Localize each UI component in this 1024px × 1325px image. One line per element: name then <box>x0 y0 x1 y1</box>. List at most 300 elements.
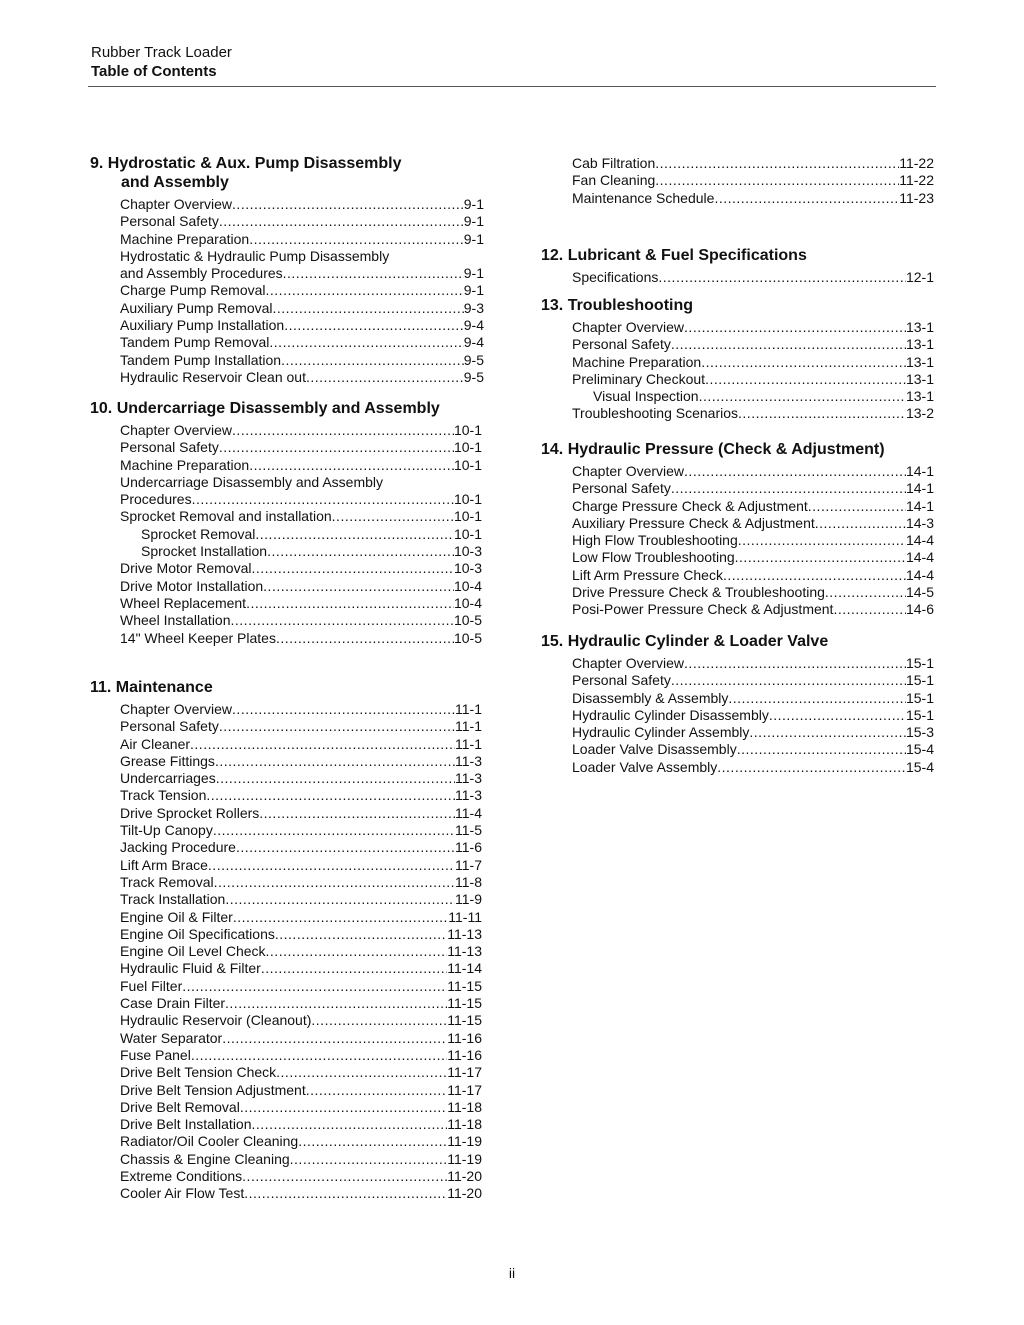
toc-entry-label: Specifications <box>572 269 659 285</box>
dot-leader <box>244 1185 447 1202</box>
toc-entry-page: 15-1 <box>905 689 934 706</box>
toc-entry-high-flow-troubleshooting[interactable] <box>572 532 934 549</box>
toc-entry-label: Personal Safety <box>120 213 219 230</box>
dot-leader <box>219 213 464 230</box>
toc-entry-sprocket-installation[interactable] <box>120 543 482 560</box>
dot-leader <box>259 805 455 822</box>
dot-leader <box>236 839 455 856</box>
toc-entry-label: Chapter Overview <box>120 422 233 438</box>
toc-entry-chapter-overview[interactable] <box>572 463 934 480</box>
dot-leader <box>658 269 906 286</box>
dot-leader <box>684 319 906 336</box>
toc-entry-chapter-overview[interactable] <box>120 701 482 718</box>
toc-entry-radiator-oil-cooler-cleaning[interactable] <box>120 1133 482 1150</box>
toc-entry-jacking-procedure[interactable] <box>120 839 482 856</box>
toc-entry-page: 14-1 <box>905 480 934 497</box>
dot-leader <box>723 567 906 584</box>
toc-entry-page: 11-3 <box>455 787 482 804</box>
toc-entry-list <box>120 422 482 647</box>
toc-section <box>90 399 482 647</box>
toc-entry-page: 9-1 <box>463 265 484 282</box>
dot-leader <box>735 549 906 566</box>
toc-entry-grease-fittings[interactable] <box>120 753 482 770</box>
toc-entry-page: 14-1 <box>905 463 934 479</box>
toc-entry-page: 9-1 <box>463 282 484 299</box>
dot-leader <box>214 874 455 891</box>
toc-entry-page: 10-5 <box>453 629 482 646</box>
toc-entry-page: 10-1 <box>453 456 482 473</box>
section-heading-text: 14. Hydraulic Pressure (Check & Adjustment) <box>541 441 885 458</box>
toc-entry-label: Wheel Replacement <box>120 594 247 611</box>
toc-entry-label: Posi-Power Pressure Check & Adjustment <box>572 601 834 618</box>
toc-entry-page: 9-4 <box>463 317 484 334</box>
toc-entry-low-flow-troubleshooting[interactable] <box>572 549 934 566</box>
toc-entry-chapter-overview[interactable] <box>120 196 484 213</box>
toc-entry-label: Track Removal <box>120 873 214 890</box>
toc-entry-cooler-air-flow-test[interactable] <box>120 1185 482 1202</box>
dot-leader <box>263 578 454 595</box>
dot-leader <box>728 690 906 707</box>
toc-entry-list <box>572 655 934 776</box>
dot-leader <box>232 701 455 718</box>
toc-entry-page: 13-1 <box>905 353 934 370</box>
dot-leader <box>276 630 454 647</box>
toc-entry-page: 13-1 <box>905 388 934 405</box>
toc-entry-drive-belt-removal[interactable] <box>120 1099 482 1116</box>
toc-entry-label: Low Flow Troubleshooting <box>572 549 735 566</box>
toc-entry-case-drain-filter[interactable] <box>120 995 482 1012</box>
toc-entry-label: Cab Filtration <box>572 155 656 171</box>
toc-entry-drive-motor-installation[interactable] <box>120 578 482 595</box>
toc-entry-label: 14" Wheel Keeper Plates <box>120 629 276 646</box>
toc-entry-label: Loader Valve Disassembly <box>572 741 737 758</box>
dot-leader <box>213 822 455 839</box>
toc-entry-page: 9-4 <box>463 334 484 351</box>
toc-entry-page: 15-4 <box>905 741 934 758</box>
dot-leader <box>655 172 899 189</box>
toc-entry-fuse-panel[interactable] <box>120 1047 482 1064</box>
toc-entry-water-separator[interactable] <box>120 1030 482 1047</box>
toc-entry-tilt-up-canopy[interactable] <box>120 822 482 839</box>
toc-entry-page: 10-3 <box>453 560 482 577</box>
toc-section <box>541 296 935 423</box>
document-title: Rubber Track Loader <box>91 44 232 61</box>
toc-section <box>90 154 482 386</box>
toc-entry-page: 11-17 <box>447 1081 482 1098</box>
toc-entry-page: 12-1 <box>905 269 934 285</box>
dot-leader <box>255 526 454 543</box>
toc-entry-page: 11-13 <box>447 925 482 942</box>
toc-entry-label: Engine Oil & Filter <box>120 908 233 925</box>
toc-entry-label: Jacking Procedure <box>120 839 236 856</box>
toc-section <box>90 678 482 1203</box>
toc-entry-label: Charge Pump Removal <box>120 282 266 299</box>
section-heading-continuation: and Assembly <box>121 174 229 191</box>
dot-leader <box>232 422 454 439</box>
toc-entry-fuel-filter[interactable] <box>120 978 482 995</box>
toc-entry-label: Loader Valve Assembly <box>572 758 718 775</box>
dot-leader <box>242 1168 447 1185</box>
toc-entry-track-removal[interactable] <box>120 874 482 891</box>
toc-entry-label: Chapter Overview <box>120 701 233 717</box>
toc-entry-label: Fuse Panel <box>120 1046 191 1063</box>
dot-leader <box>701 354 906 371</box>
toc-entry-page: 15-4 <box>905 758 934 775</box>
section-heading <box>90 678 482 697</box>
toc-entry-label: Engine Oil Specifications <box>120 925 275 942</box>
toc-entry-sprocket-removal-and-installation[interactable] <box>120 508 482 525</box>
toc-entry-page: 14-1 <box>905 497 934 514</box>
toc-entry-maintenance-schedule[interactable] <box>572 190 934 207</box>
toc-entry-page: 14-4 <box>905 532 934 549</box>
toc-entry-page: 10-1 <box>453 508 482 525</box>
toc-entry-label: Disassembly & Assembly <box>572 689 729 706</box>
toc-entry-charge-pump-removal[interactable] <box>120 282 484 299</box>
toc-entry-auxiliary-pressure-check-adjustment[interactable] <box>572 515 934 532</box>
toc-entry-and-assembly-procedures[interactable] <box>120 265 484 282</box>
dot-leader <box>671 672 906 689</box>
toc-entry-page: 11-4 <box>455 804 482 821</box>
toc-entry-hydraulic-fluid-filter[interactable] <box>120 960 482 977</box>
toc-entry-label: Extreme Conditions <box>120 1168 243 1185</box>
toc-entry-page: 14-5 <box>905 584 934 601</box>
toc-entry-label: Preliminary Checkout <box>572 370 706 387</box>
toc-entry-page: 11-1 <box>455 718 482 735</box>
toc-entry-engine-oil-level-check[interactable] <box>120 943 482 960</box>
toc-entry-label: Machine Preparation <box>120 456 250 473</box>
dot-leader <box>249 457 454 474</box>
toc-entry-personal-safety[interactable] <box>572 480 934 497</box>
dot-leader <box>192 491 454 508</box>
toc-entry-visual-inspection[interactable] <box>572 388 934 405</box>
toc-entry-page: 13-1 <box>905 319 934 335</box>
toc-entry-personal-safety[interactable] <box>572 672 934 689</box>
dot-leader <box>671 336 906 353</box>
toc-entry-wheel-installation[interactable] <box>120 612 482 629</box>
toc-entry-page: 11-7 <box>455 856 482 873</box>
toc-entry-auxiliary-pump-removal[interactable] <box>120 300 484 317</box>
toc-entry-page: 11-14 <box>447 960 482 977</box>
toc-entry-chapter-overview[interactable] <box>572 319 934 336</box>
dot-leader <box>182 978 447 995</box>
toc-entry-label: and Assembly Procedures <box>120 265 283 282</box>
toc-entry-label: Maintenance Schedule <box>572 189 715 206</box>
toc-entry-extreme-conditions[interactable] <box>120 1168 482 1185</box>
toc-entry-label: Personal Safety <box>572 336 671 353</box>
dot-leader <box>252 1116 448 1133</box>
toc-entry-14-wheel-keeper-plates[interactable] <box>120 630 482 647</box>
toc-entry-page: 14-4 <box>905 549 934 566</box>
toc-entry-drive-belt-installation[interactable] <box>120 1116 482 1133</box>
toc-entry-page: 14-6 <box>905 601 934 618</box>
toc-entry-preliminary-checkout[interactable] <box>572 371 934 388</box>
toc-entry-page: 11-15 <box>447 977 482 994</box>
dot-leader <box>769 707 906 724</box>
toc-entry-page: 11-8 <box>455 873 482 890</box>
dot-leader <box>208 857 455 874</box>
dot-leader <box>231 612 454 629</box>
toc-entry-page: 11-17 <box>447 1064 482 1081</box>
dot-leader <box>825 584 906 601</box>
toc-entry-label: Cooler Air Flow Test <box>120 1185 245 1202</box>
dot-leader <box>249 231 464 248</box>
header-divider <box>88 86 936 87</box>
toc-entry-hydrostatic-hydraulic-pump-disassembly[interactable] <box>120 248 484 265</box>
toc-entry-page: 11-13 <box>447 943 482 960</box>
toc-section <box>541 246 935 286</box>
toc-entry-label: Case Drain Filter <box>120 995 226 1012</box>
toc-entry-machine-preparation[interactable] <box>572 354 934 371</box>
toc-entry-label: Personal Safety <box>120 718 219 735</box>
toc-entry-engine-oil-filter[interactable] <box>120 909 482 926</box>
toc-entry-label: Drive Pressure Check & Troubleshooting <box>572 584 825 601</box>
toc-entry-track-installation[interactable] <box>120 891 482 908</box>
toc-entry-air-cleaner[interactable] <box>120 736 482 753</box>
dot-leader <box>671 480 906 497</box>
toc-entry-label: Troubleshooting Scenarios <box>572 405 739 422</box>
toc-entry-label: Chapter Overview <box>572 463 685 479</box>
section-heading <box>541 632 935 651</box>
toc-entry-label: Grease Fittings <box>120 752 215 769</box>
dot-leader <box>219 718 455 735</box>
toc-entry-page: 14-4 <box>905 566 934 583</box>
toc-entry-page: 10-3 <box>453 543 482 560</box>
dot-leader <box>738 405 906 422</box>
toc-entry-page: 11-9 <box>455 891 482 908</box>
toc-entry-chassis-engine-cleaning[interactable] <box>120 1151 482 1168</box>
toc-entry-page: 15-1 <box>905 706 934 723</box>
section-heading-text: 12. Lubricant & Fuel Specifications <box>541 247 807 264</box>
section-heading-text: 9. Hydrostatic & Aux. Pump Disassembly <box>90 155 402 172</box>
toc-entry-page: 13-2 <box>905 405 934 422</box>
dot-leader <box>232 196 464 213</box>
section-heading <box>541 440 935 459</box>
toc-entry-wheel-replacement[interactable] <box>120 595 482 612</box>
toc-entry-page: 11-3 <box>455 770 482 787</box>
toc-entry-cab-filtration[interactable] <box>572 155 934 172</box>
dot-leader <box>283 265 464 282</box>
toc-entry-page: 15-3 <box>905 724 934 741</box>
dot-leader <box>276 1064 447 1081</box>
toc-entry-page: 10-4 <box>453 594 482 611</box>
toc-entry-drive-sprocket-rollers[interactable] <box>120 805 482 822</box>
dot-leader <box>737 741 906 758</box>
toc-entry-procedures[interactable] <box>120 491 482 508</box>
section-heading-text: 13. Troubleshooting <box>541 297 694 314</box>
toc-entry-hydraulic-reservoir-clean-out[interactable] <box>120 369 484 386</box>
section-heading-text: 10. Undercarriage Disassembly and Assembly <box>90 400 440 417</box>
dot-leader <box>219 439 454 456</box>
toc-entry-label: Engine Oil Level Check <box>120 943 266 960</box>
dot-leader <box>225 891 455 908</box>
toc-entry-loader-valve-assembly[interactable] <box>572 759 934 776</box>
toc-entry-page: 14-3 <box>905 514 934 531</box>
toc-entry-label: Radiator/Oil Cooler Cleaning <box>120 1133 299 1150</box>
dot-leader <box>222 1030 447 1047</box>
toc-entry-label: Hydraulic Reservoir Clean out <box>120 368 306 385</box>
toc-entry-sprocket-removal[interactable] <box>120 526 482 543</box>
dot-leader <box>717 759 906 776</box>
dot-leader <box>190 736 455 753</box>
toc-entry-label: Undercarriage Disassembly and Assembly <box>120 473 383 490</box>
toc-entry-disassembly-assembly[interactable] <box>572 690 934 707</box>
dot-leader <box>705 371 906 388</box>
dot-leader <box>833 601 906 618</box>
toc-entry-label: Drive Belt Tension Check <box>120 1064 277 1081</box>
toc-entry-page: 10-1 <box>453 422 482 438</box>
toc-entry-label: Hydraulic Reservoir (Cleanout) <box>120 1012 312 1029</box>
toc-entry-drive-belt-tension-adjustment[interactable] <box>120 1082 482 1099</box>
toc-entry-personal-safety[interactable] <box>120 213 484 230</box>
toc-entry-specifications[interactable] <box>572 269 934 286</box>
toc-entry-chapter-overview[interactable] <box>120 422 482 439</box>
toc-entry-label: Drive Belt Tension Adjustment <box>120 1081 306 1098</box>
dot-leader <box>738 532 906 549</box>
toc-entry-lift-arm-brace[interactable] <box>120 857 482 874</box>
toc-entry-label: Personal Safety <box>572 480 671 497</box>
toc-entry-page: 11-18 <box>447 1116 482 1133</box>
toc-entry-tandem-pump-removal[interactable] <box>120 334 484 351</box>
toc-entry-label: Track Tension <box>120 787 207 804</box>
toc-entry-hydraulic-cylinder-disassembly[interactable] <box>572 707 934 724</box>
toc-entry-page: 10-5 <box>453 612 482 629</box>
dot-leader <box>266 282 464 299</box>
toc-entry-list <box>572 269 934 286</box>
dot-leader <box>808 498 906 515</box>
toc-entry-track-tension[interactable] <box>120 787 482 804</box>
toc-entry-machine-preparation[interactable] <box>120 231 484 248</box>
document-subtitle: Table of Contents <box>91 63 217 80</box>
toc-entry-posi-power-pressure-check-adjustment[interactable] <box>572 601 934 618</box>
toc-entry-label: Procedures <box>120 491 192 508</box>
toc-entry-label: Fan Cleaning <box>572 172 656 189</box>
toc-entry-label: Auxiliary Pressure Check & Adjustment <box>572 514 815 531</box>
toc-entry-page: 15-1 <box>905 672 934 689</box>
toc-entry-page: 11-3 <box>455 752 482 769</box>
toc-entry-label: Chassis & Engine Cleaning <box>120 1150 290 1167</box>
toc-entry-page: 11-18 <box>447 1098 482 1115</box>
toc-entry-label: Wheel Installation <box>120 612 231 629</box>
section-heading <box>541 296 935 315</box>
toc-entry-lift-arm-pressure-check[interactable] <box>572 567 934 584</box>
toc-entry-page: 11-16 <box>447 1046 482 1063</box>
toc-entry-page: 15-1 <box>905 655 934 671</box>
toc-entry-loader-valve-disassembly[interactable] <box>572 741 934 758</box>
dot-leader <box>306 369 464 386</box>
dot-leader <box>298 1133 447 1150</box>
toc-entry-personal-safety[interactable] <box>572 336 934 353</box>
dot-leader <box>206 787 455 804</box>
dot-leader <box>240 1099 447 1116</box>
toc-entry-undercarriages[interactable] <box>120 770 482 787</box>
toc-entry-label: Hydraulic Cylinder Assembly <box>572 724 750 741</box>
toc-entry-drive-motor-removal[interactable] <box>120 560 482 577</box>
toc-entry-label: Undercarriages <box>120 770 216 787</box>
toc-entry-page: 9-1 <box>463 230 484 247</box>
toc-entry-label: Water Separator <box>120 1029 223 1046</box>
toc-entry-label: Visual Inspection <box>593 388 699 405</box>
toc-entry-list <box>572 155 934 207</box>
toc-entry-label: Drive Belt Removal <box>120 1098 240 1115</box>
dot-leader <box>191 1047 447 1064</box>
toc-entry-page: 11-23 <box>899 189 934 206</box>
toc-entry-chapter-overview[interactable] <box>572 655 934 672</box>
toc-entry-label: Chapter Overview <box>572 319 685 335</box>
toc-entry-label: Hydraulic Cylinder Disassembly <box>572 706 769 723</box>
dot-leader <box>284 317 464 334</box>
dot-leader <box>684 463 906 480</box>
toc-entry-page: 9-5 <box>463 368 484 385</box>
toc-entry-page: 11-19 <box>447 1150 482 1167</box>
toc-entry-drive-belt-tension-check[interactable] <box>120 1064 482 1081</box>
toc-entry-label: Tandem Pump Removal <box>120 334 270 351</box>
toc-entry-machine-preparation[interactable] <box>120 457 482 474</box>
toc-entry-personal-safety[interactable] <box>120 718 482 735</box>
toc-entry-auxiliary-pump-installation[interactable] <box>120 317 484 334</box>
dot-leader <box>714 190 899 207</box>
toc-entry-engine-oil-specifications[interactable] <box>120 926 482 943</box>
toc-entry-label: Chapter Overview <box>120 196 233 212</box>
dot-leader <box>684 655 906 672</box>
toc-entry-page: 13-1 <box>905 370 934 387</box>
dot-leader <box>655 155 899 172</box>
toc-entry-page: 11-1 <box>455 701 482 717</box>
toc-entry-label: Personal Safety <box>572 672 671 689</box>
dot-leader <box>216 770 455 787</box>
toc-entry-page: 11-1 <box>455 735 482 752</box>
toc-entry-label: Drive Motor Installation <box>120 577 264 594</box>
toc-entry-page: 11-6 <box>455 839 482 856</box>
toc-entry-drive-pressure-check-troubleshooting[interactable] <box>572 584 934 601</box>
toc-entry-page: 9-5 <box>463 351 484 368</box>
toc-entry-page: 11-19 <box>447 1133 482 1150</box>
toc-entry-undercarriage-disassembly-and-assembly[interactable] <box>120 474 482 491</box>
toc-entry-page: 10-4 <box>453 577 482 594</box>
dot-leader <box>273 300 464 317</box>
dot-leader <box>215 753 455 770</box>
section-heading-text: 15. Hydraulic Cylinder & Loader Valve <box>541 633 829 650</box>
toc-entry-label: Sprocket Removal and installation <box>120 508 332 525</box>
toc-entry-label: Drive Belt Installation <box>120 1116 252 1133</box>
toc-section <box>541 440 935 619</box>
toc-entry-charge-pressure-check-adjustment[interactable] <box>572 498 934 515</box>
dot-leader <box>267 543 454 560</box>
toc-entry-label: Lift Arm Brace <box>120 856 208 873</box>
toc-section <box>541 155 935 207</box>
toc-entry-hydraulic-cylinder-assembly[interactable] <box>572 724 934 741</box>
dot-leader <box>269 334 463 351</box>
toc-entry-label: Fuel Filter <box>120 977 183 994</box>
toc-entry-page: 11-16 <box>447 1029 482 1046</box>
toc-entry-label: Tilt-Up Canopy <box>120 822 213 839</box>
toc-entry-tandem-pump-installation[interactable] <box>120 352 484 369</box>
dot-leader <box>815 515 906 532</box>
dot-leader <box>699 388 906 405</box>
dot-leader <box>290 1151 448 1168</box>
toc-entry-fan-cleaning[interactable] <box>572 172 934 189</box>
toc-entry-page: 11-11 <box>448 908 482 925</box>
toc-entry-label: Hydrostatic & Hydraulic Pump Disassembly <box>120 247 390 264</box>
toc-entry-page: 9-1 <box>463 196 484 212</box>
toc-entry-troubleshooting-scenarios[interactable] <box>572 405 934 422</box>
toc-entry-label: Personal Safety <box>120 439 219 456</box>
toc-entry-hydraulic-reservoir-cleanout[interactable] <box>120 1012 482 1029</box>
toc-entry-personal-safety[interactable] <box>120 439 482 456</box>
toc-entry-label: Machine Preparation <box>120 230 250 247</box>
toc-entry-label: Charge Pressure Check & Adjustment <box>572 497 808 514</box>
toc-entry-label: Sprocket Installation <box>141 543 268 560</box>
toc-entry-page: 11-15 <box>447 1012 482 1029</box>
